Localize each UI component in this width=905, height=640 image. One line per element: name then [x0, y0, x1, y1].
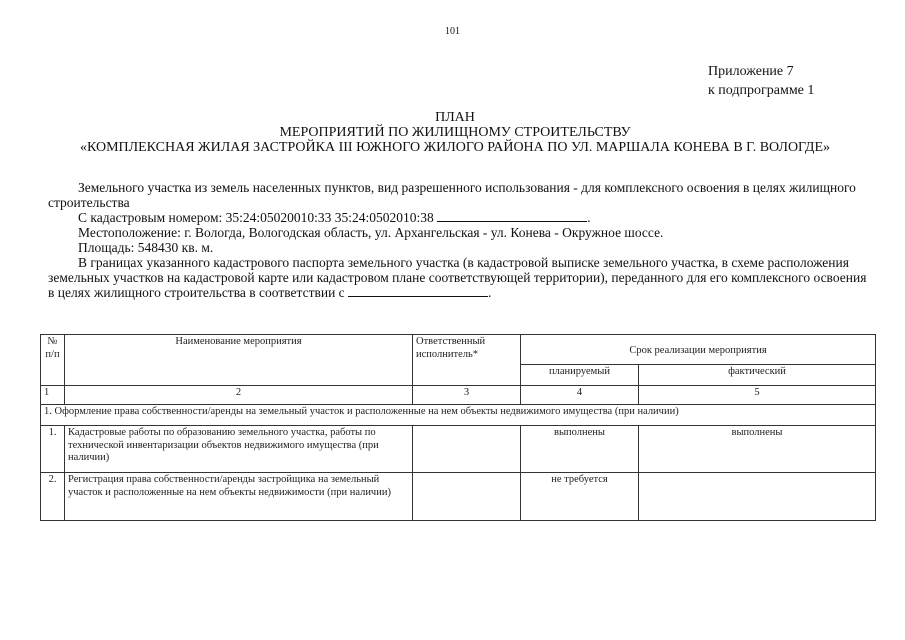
- row-responsible: [413, 473, 521, 521]
- appendix-line-1: Приложение 7: [708, 64, 794, 79]
- table-row: [41, 426, 876, 473]
- title-line-1: ПЛАН: [435, 110, 475, 125]
- location-text: Местоположение: г. Вологда, Вологодская область, ул. Архангельская - ул. Конева - Окружное шоссе.: [78, 225, 664, 240]
- title-line-3: «КОМПЛЕКСНАЯ ЖИЛАЯ ЗАСТРОЙКА III ЮЖНОГО ЖИЛОГО РАЙОНА ПО УЛ. МАРШАЛА КОНЕВА В Г. ВОЛОГДЕ»: [79, 140, 831, 155]
- index-cell: 1: [41, 386, 65, 405]
- appendix-label: [708, 62, 814, 100]
- row-planned: не требуется: [521, 473, 639, 521]
- area-text: Площадь: 548430 кв. м.: [78, 240, 214, 255]
- blank-line: [348, 285, 488, 297]
- row-actual: выполнены: [639, 426, 876, 473]
- row-planned: выполнены: [521, 426, 639, 473]
- row-actual: [639, 473, 876, 521]
- header-num: № п/п: [41, 335, 65, 386]
- section-title: 1. Оформление права собственности/аренды на земельный участок и расположенные на нем объекты недвижимого имущества (при наличии): [41, 405, 876, 426]
- row-responsible: [413, 426, 521, 473]
- plan-table: [40, 334, 876, 521]
- intro-paragraph-2: В границах указанного кадастрового паспорта земельного участка (в кадастровой выписке земельного участка, в схеме расположения земельных участков на кадастровой карте или кадастровом плане соответствующей территории), переданного для его комплексного освоения в целях жилищного строительства в соответствии с .: [48, 255, 867, 300]
- intro-text: [48, 180, 868, 300]
- table-row: [41, 473, 876, 521]
- header-planned: планируемый: [521, 365, 639, 386]
- index-cell: 4: [521, 386, 639, 405]
- row-num: 2.: [41, 473, 65, 521]
- document-title: [30, 110, 880, 155]
- row-num: 1.: [41, 426, 65, 473]
- index-cell: 3: [413, 386, 521, 405]
- cadastral-text: С кадастровым номером: 35:24:05020010:33 35:24:0502010:38: [78, 210, 434, 225]
- row-name: Регистрация права собственности/аренды застройщика на земельный участок и расположенные на нем объекты недвижимости (при наличии): [65, 473, 413, 521]
- intro-paragraph-2-text: В границах указанного кадастрового паспорта земельного участка (в кадастровой выписке земельного участка, в схеме расположения земельных участков на кадастровой карте или кадастровом плане соответствующей территории), переданного для его комплексного освоения в целях жилищного строительства в соответствии с: [48, 255, 867, 300]
- header-name: Наименование мероприятия: [65, 335, 413, 386]
- appendix-line-2: к подпрограмме 1: [708, 83, 815, 98]
- index-cell: 5: [639, 386, 876, 405]
- table-index-row: [41, 386, 876, 405]
- blank-line: [437, 210, 587, 222]
- row-name: Кадастровые работы по образованию земельного участка, работы по технической инвентаризации объектов недвижимого имущества (при наличии): [65, 426, 413, 473]
- header-responsible: Ответственный исполнитель*: [413, 335, 521, 386]
- intro-paragraph-1: Земельного участка из земель населенных пунктов, вид разрешенного использования - для комплексного освоения в целях жилищного строительства: [48, 180, 856, 210]
- cadastral-number: С кадастровым номером: 35:24:05020010:33 35:24:0502010:38 .: [78, 210, 591, 225]
- index-cell: 2: [65, 386, 413, 405]
- page-number: 101: [445, 26, 460, 37]
- header-actual: фактический: [639, 365, 876, 386]
- table-header-row: [41, 335, 876, 365]
- header-term: Срок реализации мероприятия: [521, 335, 876, 365]
- table-section-row: [41, 405, 876, 426]
- title-line-2: МЕРОПРИЯТИЙ ПО ЖИЛИЩНОМУ СТРОИТЕЛЬСТВУ: [279, 125, 631, 140]
